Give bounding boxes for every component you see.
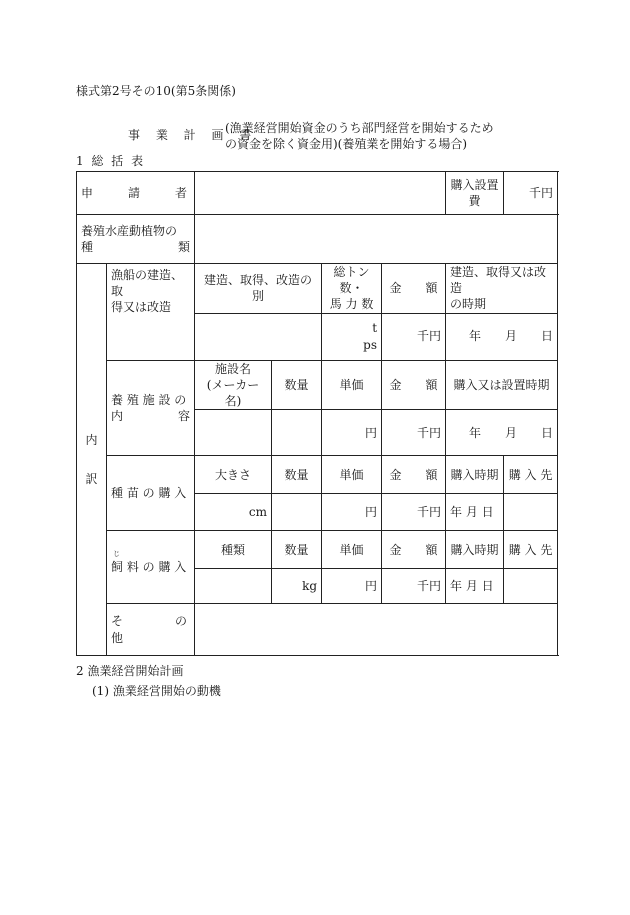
feed-amount-unit: 千円 (417, 579, 442, 594)
summary-table (76, 171, 558, 656)
breakdown-char-2: 訳 (85, 471, 98, 486)
feed-qty-header: 数量 (272, 531, 322, 569)
document-subtitle (225, 121, 494, 152)
facility-time-header: 購入又は設置時期 (446, 360, 558, 410)
species-label (77, 215, 195, 264)
species-label-line2: 種 類 (81, 240, 191, 254)
purchase-cost-field[interactable] (504, 172, 558, 215)
vessel-amount-field[interactable] (382, 313, 446, 360)
seed-dest-field[interactable] (504, 494, 558, 531)
vessel-label-line2: 得又は改造 (111, 300, 172, 315)
seed-amount-unit: 千円 (417, 505, 442, 520)
facility-label-line2: 内 容 (111, 408, 191, 423)
feed-label-first (111, 550, 124, 575)
facility-label (107, 360, 195, 456)
feed-kind-header: 種類 (195, 531, 272, 569)
feed-label-first-char: 飼 (111, 560, 124, 575)
seed-date-text: 年 月 日 (450, 505, 494, 520)
seed-size-field[interactable] (195, 494, 272, 531)
feed-price-header: 単価 (322, 531, 382, 569)
subtitle-line-1: (漁業経営開始資金のうち部門経営を開始するため (225, 121, 494, 135)
other-label: そ の 他 (107, 604, 195, 656)
vessel-type-field[interactable] (195, 313, 322, 360)
feed-qty-unit: kg (302, 579, 318, 594)
vessel-period-line2: の時期 (450, 297, 487, 312)
breakdown-char-1: 内 (85, 433, 98, 448)
section-2-1-heading: (1) 漁業経営開始の動機 (92, 684, 221, 698)
tonnage-unit-ps: ps (363, 337, 378, 352)
facility-qty-header: 数量 (272, 360, 322, 410)
seed-amount-header: 金 額 (382, 456, 446, 494)
facility-label-line1: 養 殖 施 設 の (111, 392, 187, 407)
feed-price-unit: 円 (365, 579, 378, 594)
feed-price-field[interactable] (322, 569, 382, 604)
vessel-amount-header: 金 額 (382, 264, 446, 314)
vessel-label-line1: 漁船の建造、取 (111, 268, 184, 299)
seed-price-header: 単価 (322, 456, 382, 494)
feed-dest-field[interactable] (504, 569, 558, 604)
breakdown-label (77, 264, 107, 656)
vessel-label (107, 264, 195, 361)
other-field[interactable] (195, 604, 558, 656)
vessel-amount-unit: 千円 (417, 329, 442, 344)
document-title: 事 業 計 画 書 (128, 128, 258, 142)
seed-price-unit: 円 (365, 505, 378, 520)
facility-qty-field[interactable] (272, 410, 322, 456)
section-2-heading: 2 漁業経営開始計画 (76, 664, 184, 678)
vessel-date-field[interactable] (446, 313, 558, 360)
subtitle-line-2: の資金を除く資金用)(養殖業を開始する場合) (225, 136, 468, 151)
vessel-date-text: 年 月 日 (469, 329, 554, 344)
feed-amount-field[interactable] (382, 569, 446, 604)
facility-price-unit: 円 (365, 425, 378, 440)
feed-label (107, 531, 195, 604)
applicant-field[interactable] (195, 172, 446, 215)
seed-dest-header: 購 入 先 (504, 456, 558, 494)
feed-time-header: 購入時期 (446, 531, 504, 569)
seed-size-header: 大きさ (195, 456, 272, 494)
species-field[interactable] (195, 215, 558, 264)
facility-name-header (195, 360, 272, 410)
seed-date-field[interactable] (446, 494, 504, 531)
applicant-label: 申 請 者 (77, 172, 195, 215)
feed-qty-field[interactable] (272, 569, 322, 604)
facility-date-field[interactable] (446, 410, 558, 456)
facility-amount-field[interactable] (382, 410, 446, 456)
seed-price-field[interactable] (322, 494, 382, 531)
seed-size-unit: cm (248, 505, 268, 520)
seed-amount-field[interactable] (382, 494, 446, 531)
tonnage-unit-t: t (372, 321, 378, 336)
facility-amount-header: 金 額 (382, 360, 446, 410)
purchase-cost-label: 購入設置費 (446, 172, 504, 215)
purchase-cost-unit: 千円 (529, 185, 554, 200)
species-label-line1: 養殖水産動植物の (81, 223, 178, 238)
facility-price-field[interactable] (322, 410, 382, 456)
seed-time-header: 購入時期 (446, 456, 504, 494)
form-id: 様式第2号その10(第5条関係) (76, 84, 236, 98)
tonnage-header-line1: 総トン数・ (333, 265, 370, 296)
feed-label-rest: 料 の 購 入 (123, 560, 187, 575)
feed-kind-field[interactable] (195, 569, 272, 604)
facility-date-text: 年 月 日 (469, 425, 554, 440)
seed-label: 種 苗 の 購 入 (107, 456, 195, 531)
section-1-heading: 1 総 括 表 (76, 154, 146, 168)
facility-amount-unit: 千円 (417, 425, 442, 440)
feed-date-text: 年 月 日 (450, 579, 494, 594)
facility-price-header: 単価 (322, 360, 382, 410)
feed-amount-header: 金 額 (382, 531, 446, 569)
tonnage-header (322, 264, 382, 314)
feed-date-field[interactable] (446, 569, 504, 604)
facility-name-line2: (メーカー名) (206, 377, 260, 408)
seed-qty-field[interactable] (272, 494, 322, 531)
tonnage-field[interactable] (322, 313, 382, 360)
vessel-period-line1: 建造、取得又は改造 (450, 265, 547, 296)
seed-qty-header: 数量 (272, 456, 322, 494)
facility-name-line1: 施設名 (215, 361, 252, 376)
feed-ruby: じ (113, 550, 120, 559)
feed-dest-header: 購 入 先 (504, 531, 558, 569)
tonnage-header-line2: 馬 力 数 (329, 297, 374, 312)
vessel-period-header (446, 264, 558, 314)
vessel-type-header: 建造、取得、改造の別 (195, 264, 322, 314)
facility-name-field[interactable] (195, 410, 272, 456)
